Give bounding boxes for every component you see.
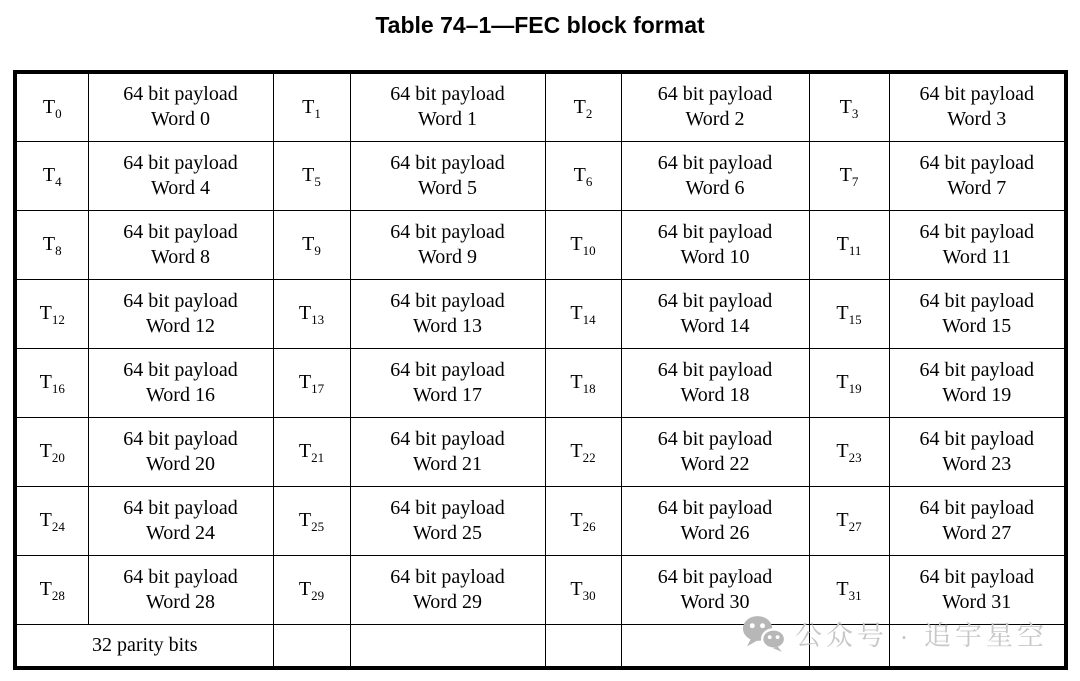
t-label: T	[836, 233, 849, 255]
t-subscript: 14	[582, 312, 596, 327]
payload-label: 64 bit payload	[390, 427, 505, 450]
payload-cell	[621, 555, 809, 624]
payload-label: 64 bit payload	[919, 427, 1034, 450]
payload-label: 64 bit payload	[919, 496, 1034, 519]
empty-cell	[621, 624, 809, 668]
t-label: T	[836, 302, 849, 324]
table-row	[15, 210, 1066, 279]
t-label: T	[570, 440, 583, 462]
t-label: T	[42, 95, 56, 118]
payload-cell	[88, 486, 273, 555]
t-bit-cell	[273, 417, 350, 486]
t-label: T	[298, 371, 312, 393]
payload-label: 64 bit payload	[919, 83, 1034, 106]
payload-label: 64 bit payload	[919, 289, 1034, 312]
payload-label: 64 bit payload	[919, 358, 1034, 381]
payload-word: Word 19	[942, 383, 1012, 406]
t-bit-cell	[273, 348, 350, 417]
payload-label: 64 bit payload	[123, 565, 238, 588]
t-bit-cell	[545, 141, 621, 210]
payload-label: 64 bit payload	[123, 358, 238, 381]
t-label: T	[570, 371, 583, 393]
payload-word: Word 29	[413, 590, 482, 613]
payload-cell	[621, 348, 809, 417]
t-subscript: 3	[851, 105, 859, 121]
payload-label: 64 bit payload	[919, 565, 1034, 588]
payload-cell	[350, 279, 545, 348]
table-row	[15, 141, 1066, 210]
t-label: T	[298, 302, 312, 324]
t-subscript: 25	[311, 519, 325, 534]
payload-cell	[621, 141, 809, 210]
t-label: T	[42, 164, 56, 186]
t-label: T	[39, 509, 52, 531]
t-label: T	[836, 371, 849, 393]
payload-word: Word 20	[146, 452, 215, 475]
t-subscript: 24	[51, 519, 65, 534]
payload-label: 64 bit payload	[123, 151, 238, 174]
fec-block-format-table	[13, 70, 1068, 670]
payload-word: Word 27	[942, 521, 1012, 544]
t-bit-cell	[545, 72, 621, 141]
payload-word: Word 14	[680, 314, 750, 337]
payload-cell	[350, 348, 545, 417]
payload-label: 64 bit payload	[390, 151, 505, 174]
t-label: T	[39, 440, 52, 462]
t-subscript: 22	[582, 450, 596, 465]
payload-word: Word 23	[942, 452, 1012, 475]
parity-row	[15, 624, 1066, 668]
payload-word: Word 8	[151, 245, 210, 268]
t-label: T	[836, 440, 849, 462]
payload-cell	[621, 210, 809, 279]
table-body	[15, 72, 1066, 624]
watermark-text: 公众号 · 追宇星空	[795, 621, 1048, 651]
t-label: T	[42, 233, 56, 255]
t-subscript: 6	[585, 174, 593, 189]
t-bit-cell	[273, 279, 350, 348]
payload-word: Word 13	[413, 314, 482, 337]
payload-cell	[889, 72, 1066, 141]
payload-label: 64 bit payload	[657, 151, 773, 174]
payload-label: 64 bit payload	[657, 289, 773, 312]
table-row	[15, 72, 1066, 141]
t-subscript: 30	[582, 588, 596, 603]
t-subscript: 21	[311, 450, 325, 465]
t-subscript: 9	[314, 243, 321, 258]
t-bit-cell	[273, 555, 350, 624]
t-bit-cell	[15, 348, 88, 417]
empty-cell	[889, 624, 1066, 668]
t-bit-cell	[15, 210, 88, 279]
payload-word: Word 9	[418, 245, 477, 268]
payload-word: Word 22	[680, 452, 750, 475]
payload-word: Word 6	[685, 176, 745, 199]
empty-cell	[273, 624, 350, 668]
payload-label: 64 bit payload	[123, 289, 238, 312]
t-subscript: 20	[51, 450, 65, 465]
t-label: T	[298, 509, 312, 531]
payload-word: Word 24	[146, 521, 215, 544]
payload-cell	[889, 486, 1066, 555]
payload-word: Word 5	[418, 176, 477, 199]
payload-cell	[350, 141, 545, 210]
t-bit-cell	[809, 141, 889, 210]
t-bit-cell	[273, 486, 350, 555]
payload-cell	[621, 417, 809, 486]
payload-cell	[88, 72, 273, 141]
t-bit-cell	[545, 348, 621, 417]
payload-word: Word 2	[685, 108, 745, 131]
t-bit-cell	[15, 279, 88, 348]
t-label: T	[298, 578, 312, 600]
payload-cell	[889, 555, 1066, 624]
t-label: T	[298, 440, 312, 462]
payload-cell	[88, 141, 273, 210]
payload-label: 64 bit payload	[390, 565, 505, 588]
t-subscript: 13	[311, 312, 325, 327]
payload-cell	[88, 555, 273, 624]
payload-label: 64 bit payload	[657, 496, 773, 519]
t-label: T	[570, 509, 583, 531]
payload-label: 64 bit payload	[657, 565, 773, 588]
payload-cell	[889, 279, 1066, 348]
t-label: T	[836, 509, 849, 531]
t-subscript: 18	[582, 381, 596, 396]
payload-cell	[88, 279, 273, 348]
t-bit-cell	[273, 210, 350, 279]
payload-word: Word 28	[146, 590, 215, 613]
payload-cell	[350, 486, 545, 555]
payload-word: Word 0	[151, 108, 210, 131]
t-subscript: 7	[851, 174, 859, 189]
t-bit-cell	[15, 72, 88, 141]
t-label: T	[839, 95, 852, 118]
t-label: T	[570, 233, 583, 255]
t-subscript: 1	[314, 105, 321, 121]
payload-label: 64 bit payload	[919, 220, 1034, 243]
t-subscript: 0	[55, 105, 62, 121]
payload-label: 64 bit payload	[657, 358, 773, 381]
payload-label: 64 bit payload	[123, 83, 238, 106]
t-bit-cell	[545, 417, 621, 486]
t-subscript: 12	[51, 312, 65, 327]
payload-label: 64 bit payload	[390, 220, 505, 243]
t-bit-cell	[809, 72, 889, 141]
t-subscript: 17	[311, 381, 325, 396]
t-subscript: 5	[314, 174, 321, 189]
t-label: T	[836, 578, 849, 600]
empty-cell	[545, 624, 621, 668]
t-bit-cell	[545, 555, 621, 624]
t-subscript: 16	[51, 381, 65, 396]
payload-cell	[621, 279, 809, 348]
t-label: T	[302, 164, 315, 186]
payload-word: Word 4	[151, 176, 210, 199]
parity-bits-cell: 32 parity bits	[15, 624, 273, 668]
t-label: T	[570, 302, 583, 324]
t-bit-cell	[545, 210, 621, 279]
t-label: T	[573, 95, 586, 118]
payload-cell	[889, 348, 1066, 417]
empty-cell	[350, 624, 545, 668]
payload-word: Word 15	[942, 314, 1012, 337]
payload-label: 64 bit payload	[123, 220, 238, 243]
payload-word: Word 31	[942, 590, 1012, 613]
t-subscript: 28	[51, 588, 65, 603]
payload-label: 64 bit payload	[390, 83, 505, 106]
t-subscript: 29	[311, 588, 325, 603]
payload-cell	[350, 417, 545, 486]
t-label: T	[302, 233, 315, 255]
t-bit-cell	[809, 555, 889, 624]
payload-label: 64 bit payload	[657, 220, 773, 243]
t-label: T	[39, 302, 52, 324]
payload-cell	[350, 210, 545, 279]
t-bit-cell	[545, 486, 621, 555]
payload-cell	[621, 72, 809, 141]
t-bit-cell	[15, 555, 88, 624]
payload-label: 64 bit payload	[390, 358, 505, 381]
table-row	[15, 486, 1066, 555]
t-subscript: 31	[848, 588, 862, 603]
table-row	[15, 555, 1066, 624]
table-row	[15, 417, 1066, 486]
parity-row-body	[15, 624, 1066, 668]
t-label: T	[573, 164, 586, 186]
payload-cell	[889, 210, 1066, 279]
payload-word: Word 12	[146, 314, 215, 337]
t-subscript: 2	[585, 105, 593, 121]
t-subscript: 23	[848, 450, 862, 465]
payload-cell	[88, 348, 273, 417]
payload-word: Word 16	[146, 383, 215, 406]
t-bit-cell	[273, 72, 350, 141]
payload-label: 64 bit payload	[123, 496, 238, 519]
t-subscript: 4	[55, 174, 62, 189]
t-subscript: 27	[848, 519, 862, 534]
payload-label: 64 bit payload	[657, 83, 773, 106]
payload-cell	[889, 417, 1066, 486]
t-bit-cell	[15, 486, 88, 555]
t-label: T	[39, 578, 52, 600]
empty-cell	[809, 624, 889, 668]
payload-cell	[350, 555, 545, 624]
t-subscript: 15	[848, 312, 862, 327]
payload-word: Word 18	[680, 383, 750, 406]
payload-word: Word 26	[680, 521, 750, 544]
payload-label: 64 bit payload	[657, 427, 773, 450]
payload-label: 64 bit payload	[390, 289, 505, 312]
table-row	[15, 348, 1066, 417]
t-bit-cell	[809, 486, 889, 555]
payload-word: Word 30	[680, 590, 750, 613]
payload-word: Word 21	[413, 452, 482, 475]
t-subscript: 19	[848, 381, 862, 396]
payload-label: 64 bit payload	[390, 496, 505, 519]
t-bit-cell	[809, 348, 889, 417]
t-bit-cell	[15, 141, 88, 210]
t-bit-cell	[545, 279, 621, 348]
t-bit-cell	[809, 210, 889, 279]
payload-cell	[889, 141, 1066, 210]
payload-word: Word 17	[413, 383, 482, 406]
t-bit-cell	[809, 279, 889, 348]
t-bit-cell	[15, 417, 88, 486]
t-bit-cell	[273, 141, 350, 210]
t-subscript: 11	[848, 243, 862, 258]
t-subscript: 10	[582, 243, 596, 258]
t-subscript: 8	[55, 243, 62, 258]
payload-word: Word 7	[947, 176, 1007, 199]
table-row	[15, 279, 1066, 348]
payload-word: Word 10	[680, 245, 750, 268]
payload-word: Word 1	[418, 108, 477, 131]
payload-label: 64 bit payload	[919, 151, 1034, 174]
payload-cell	[88, 417, 273, 486]
payload-word: Word 11	[942, 245, 1011, 268]
payload-word: Word 25	[413, 521, 482, 544]
payload-cell	[88, 210, 273, 279]
payload-cell	[350, 72, 545, 141]
payload-label: 64 bit payload	[123, 427, 238, 450]
payload-cell	[621, 486, 809, 555]
t-label: T	[302, 95, 315, 118]
t-label: T	[839, 164, 852, 186]
t-label: T	[39, 371, 52, 393]
t-label: T	[570, 578, 583, 600]
t-bit-cell	[809, 417, 889, 486]
t-subscript: 26	[582, 519, 596, 534]
table-title: Table 74–1—FEC block format	[375, 12, 705, 38]
payload-word: Word 3	[947, 108, 1007, 131]
